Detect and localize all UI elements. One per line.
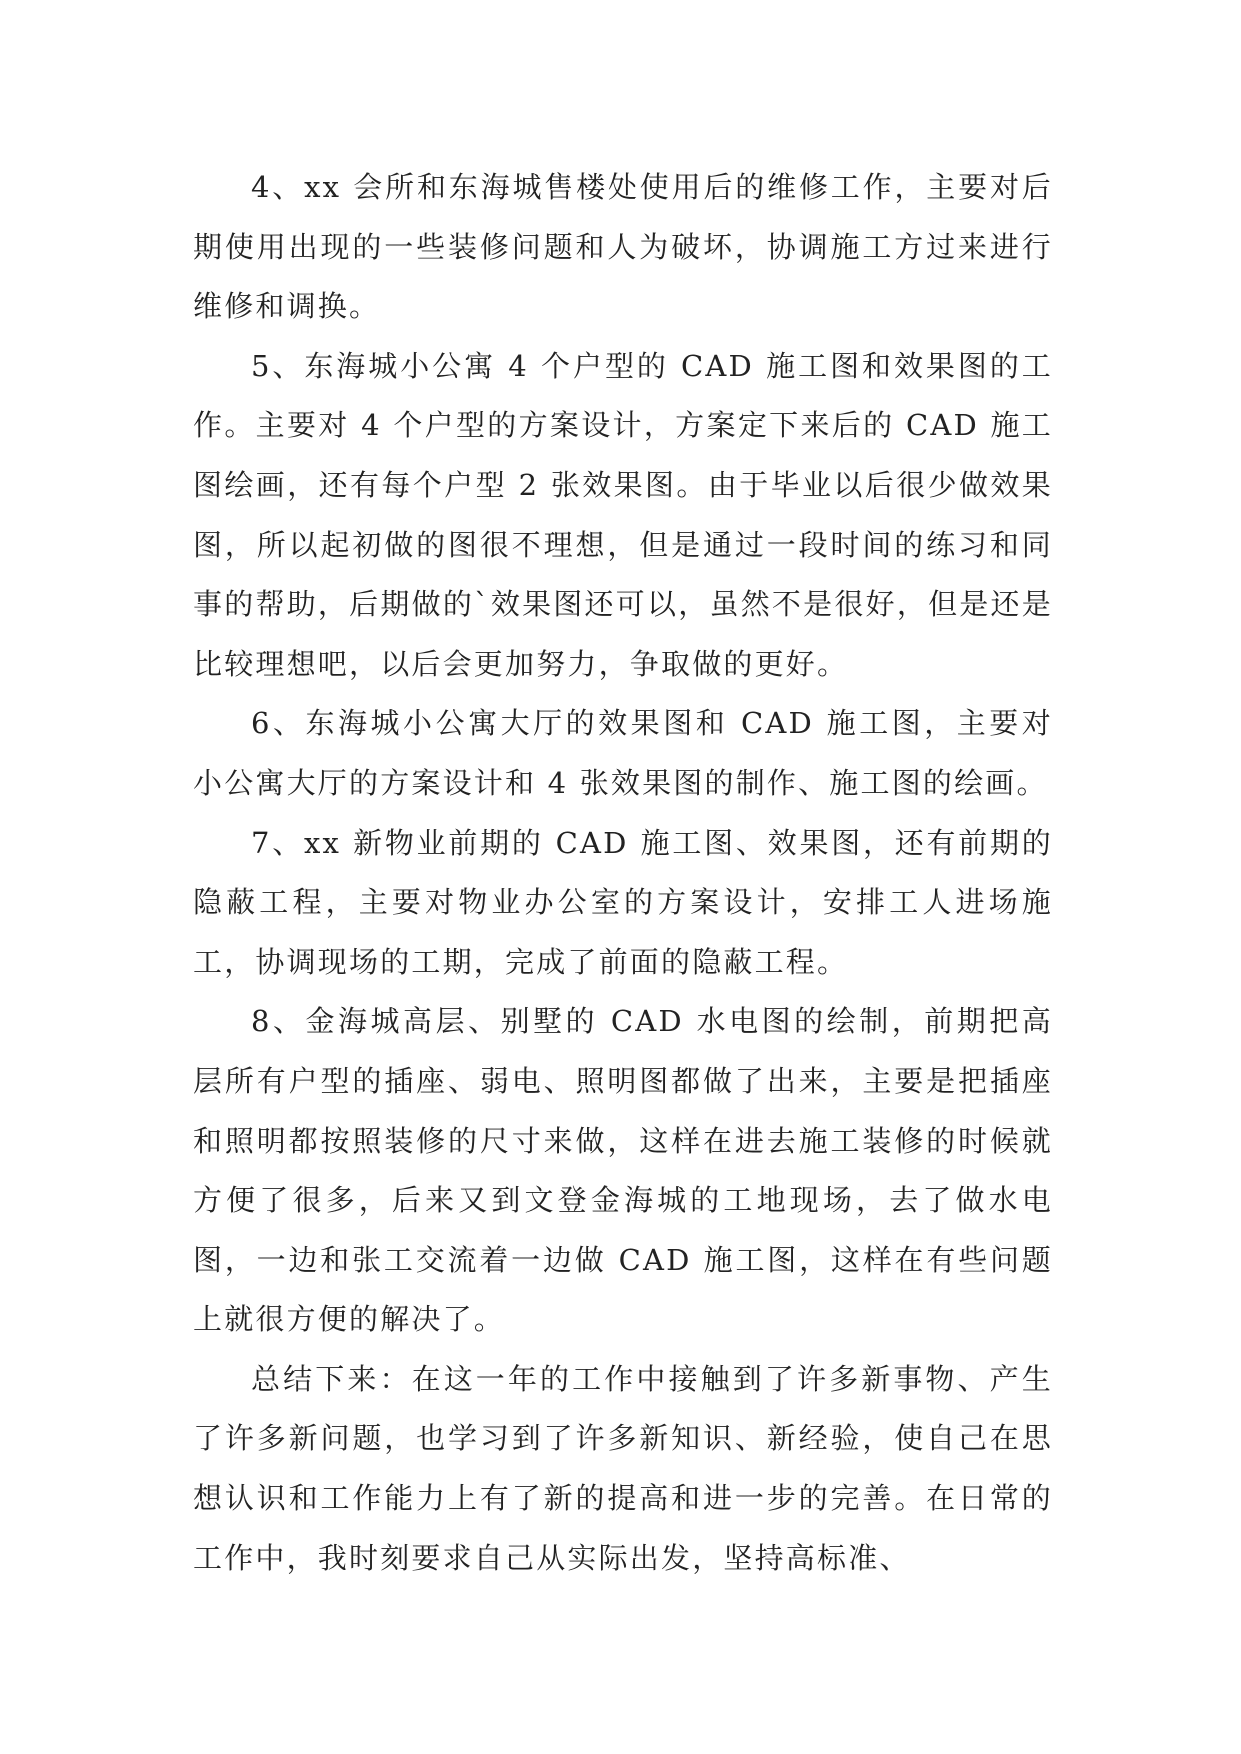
- paragraph-item-4: 4、xx 会所和东海城售楼处使用后的维修工作，主要对后期使用出现的一些装修问题和人为破坏，协调施工方过来进行维修和调换。: [193, 170, 1053, 324]
- document-body: [193, 158, 1053, 1588]
- paragraph-item-5: 5、东海城小公寓 4 个户型的 CAD 施工图和效果图的工作。主要对 4 个户型的方案设计，方案定下来后的 CAD 施工图绘画，还有每个户型 2 张效果图。由于毕业以后很少做效果图，所以起初做的图很不理想，但是通过一段时间的练习和同事的帮助，后期做的`效果图还可以，虽然不是很好，但是还是比较理想吧，以后会更加努力，争取做的更好。: [193, 348, 1053, 681]
- paragraph-summary: 总结下来：在这一年的工作中接触到了许多新事物、产生了许多新问题，也学习到了许多新知识、新经验，使自己在思想认识和工作能力上有了新的提高和进一步的完善。在日常的工作中，我时刻要求自己从实际出发，坚持高标准、: [193, 1361, 1053, 1575]
- paragraph-item-8: 8、金海城高层、别墅的 CAD 水电图的绘制，前期把高层所有户型的插座、弱电、照明图都做了出来，主要是把插座和照明都按照装修的尺寸来做，这样在进去施工装修的时候就方便了很多，后来又到文登金海城的工地现场，去了做水电图，一边和张工交流着一边做 CAD 施工图，这样在有些问题上就很方便的解决了。: [193, 1004, 1053, 1337]
- paragraph-item-6: 6、东海城小公寓大厅的效果图和 CAD 施工图，主要对小公寓大厅的方案设计和 4 张效果图的制作、施工图的绘画。: [193, 706, 1053, 800]
- paragraph-item-7: 7、xx 新物业前期的 CAD 施工图、效果图，还有前期的隐蔽工程，主要对物业办公室的方案设计，安排工人进场施工，协调现场的工期，完成了前面的隐蔽工程。: [193, 825, 1053, 979]
